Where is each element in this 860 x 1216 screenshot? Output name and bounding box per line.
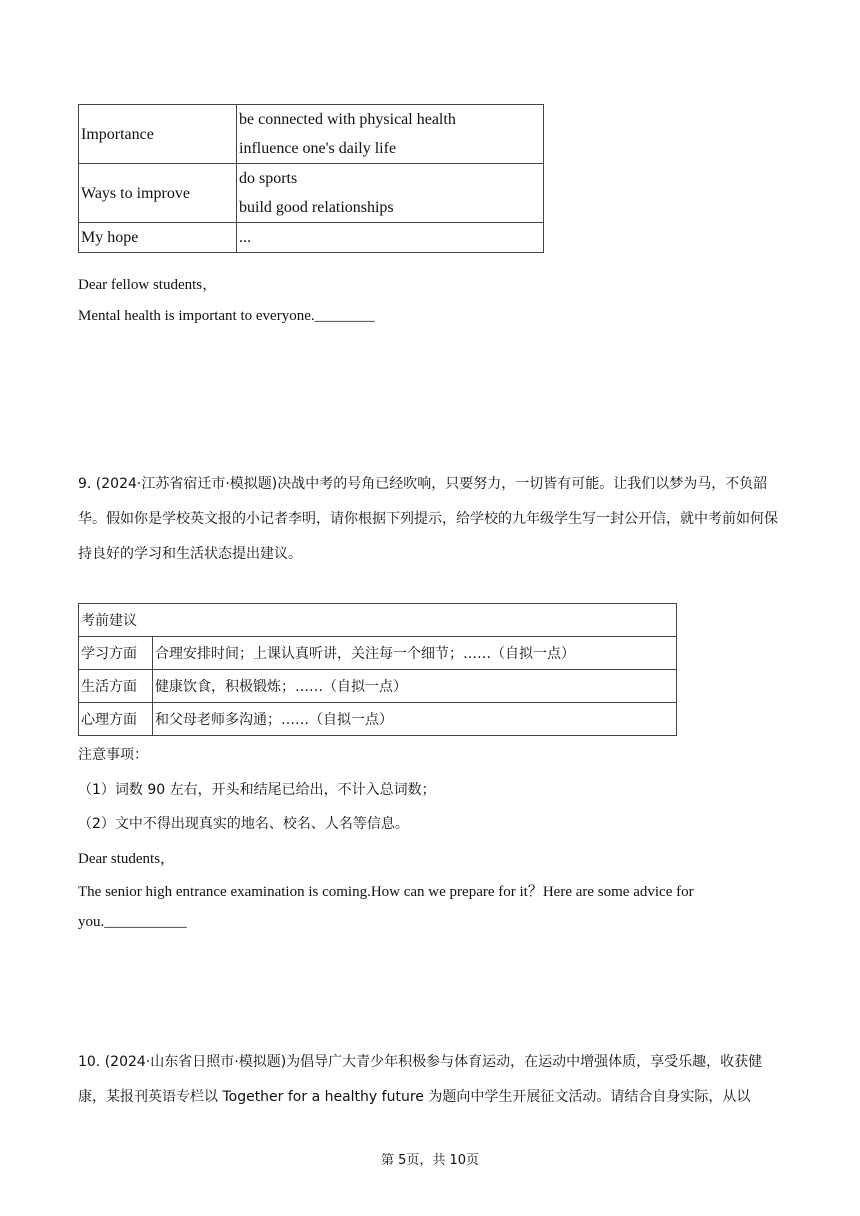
outline-table [78, 104, 544, 253]
content-line: ... [239, 229, 251, 246]
row-content [237, 105, 544, 164]
question-10 [78, 1045, 782, 1115]
row-content [237, 223, 544, 253]
content-line: influence one's daily life [239, 140, 397, 157]
question-text: 10. (2024·山东省日照市·模拟题)为倡导广大青少年积极参与体育运动，在运动中增强体质，享受乐趣，收获健康，某报刊英语专栏以 Together for a healthy future 为题向中学生开展征文活动。请结合自身实际，从以 [78, 1054, 763, 1105]
row-content [237, 164, 544, 223]
table-row [79, 105, 544, 164]
question-9 [78, 467, 782, 572]
row-label: Ways to improve [79, 164, 237, 223]
row-content: 和父母老师多沟通；……（自拟一点） [153, 703, 677, 736]
content-line: build good relationships [239, 199, 394, 216]
row-content: 合理安排时间；上课认真听讲，关注每一个细节；……（自拟一点） [153, 637, 677, 670]
table-header-row [79, 604, 677, 637]
content-line: do sports [239, 170, 298, 187]
note-item: （1）词数 90 左右，开头和结尾已给出，不计入总词数； [78, 782, 436, 798]
table-row [79, 223, 544, 253]
table-row [79, 164, 544, 223]
letter-opening-cont: you.___________ [78, 914, 187, 930]
note-item: （2）文中不得出现真实的地名、校名、人名等信息。 [78, 816, 409, 832]
notes-title: 注意事项： [78, 747, 148, 763]
question-text: 9. (2024·江苏省宿迁市·模拟题)决战中考的号角已经吹响，只要努力，一切皆有可能。让我们以梦为马，不负韶华。假如你是学校英文报的小记者李明，请你根据下列提示，给学校的九年级学生写一封公开信，就中考前如何保持良好的学习和生活状态提出建议。 [78, 476, 778, 562]
row-label: 心理方面 [79, 703, 153, 736]
letter-opening: Mental health is important to everyone.________ [78, 308, 375, 324]
content-line: be connected with physical health [239, 111, 456, 128]
table-row [79, 703, 677, 736]
letter-opening: The senior high entrance examination is coming.How can we prepare for it？Here are some advice for [78, 884, 694, 900]
letter-greeting: Dear fellow students， [78, 277, 218, 293]
page-number: 第 5页，共 10页 [380, 1153, 480, 1168]
row-content: 健康饮食，积极锻炼；……（自拟一点） [153, 670, 677, 703]
row-label: My hope [79, 223, 237, 253]
letter-greeting: Dear students， [78, 851, 176, 867]
table-row [79, 637, 677, 670]
table-header: 考前建议 [79, 604, 677, 637]
advice-table [78, 603, 677, 736]
row-label: Importance [79, 105, 237, 164]
table-row [79, 670, 677, 703]
row-label: 学习方面 [79, 637, 153, 670]
row-label: 生活方面 [79, 670, 153, 703]
